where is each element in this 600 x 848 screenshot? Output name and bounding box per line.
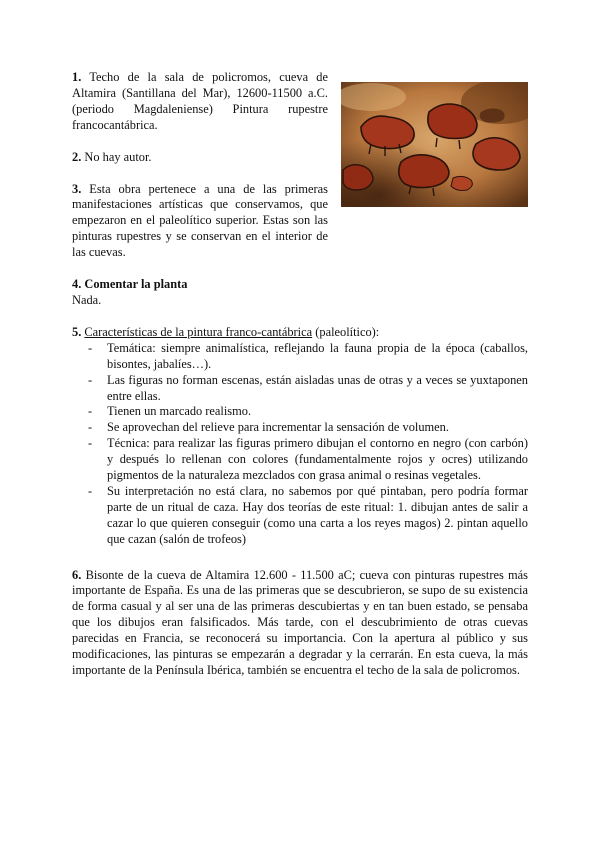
list-item: - Tienen un marcado realismo. (72, 404, 528, 420)
section-text: Bisonte de la cueva de Altamira 12.600 - 11.500 aC; cueva con pinturas rupestres más importante de España. Es una de las primeras que se descubrieron, se supo de su existencia de forma casual y al ser una de las primeras descubiertas y en tan buen estado, se pensaba que los dibujos eran falsificados. Más tarde, con el descubrimiento de otras cuevas parecidas en Francia, se reconocerá su importancia. Con la apertura al público y sus modificaciones, las pinturas se empezarán a degradar y la cerrarán. En esta cueva, la más importante de la Península Ibérica, también se encuentra el techo de la sala de policromos. (72, 567, 528, 677)
list-item: - Se aprovechan del relieve para incrementar la sensación de volumen. (72, 420, 528, 436)
section-1 (72, 70, 328, 134)
section-number: 1. (72, 70, 82, 84)
list-item: - Técnica: para realizar las figuras primero dibujan el contorno en negro (con carbón) y después lo rellenan con colores (fundamentalmente rojos y ocres) utilizando pigmentos de la naturaleza mezclados con grasa animal o resinas vegetales. (72, 436, 528, 484)
section-4 (72, 277, 528, 293)
section-number: 6. (72, 567, 82, 582)
section-6 (72, 568, 528, 679)
section-5 (72, 325, 528, 341)
section-heading: Comentar la planta (84, 277, 188, 292)
list-item: - Su interpretación no está clara, no sabemos por qué pintaban, pero podría formar parte de un ritual de caza. Hay dos teorías de este ritual: 1. dibujan antes de salir a cazar lo que quieren conseguir (como una carta a los reyes magos) 2. pintan aquello que cazan (salón de trofeos) (72, 484, 528, 548)
list-item: - Las figuras no forman escenas, están aisladas unas de otras y a veces se yuxtaponen entre ellas. (72, 373, 528, 405)
section-heading: Características de la pintura franco-cantábrica (84, 324, 313, 339)
section-number: 4. (72, 277, 82, 292)
section-number: 3. (72, 181, 82, 196)
section-text: Esta obra pertenece a una de las primeras manifestaciones artísticas que conservamos, que empezaron en el paleolítico superior. Estas son las pinturas rupestres y se conservan en el interior de las cuevas. (72, 181, 328, 260)
section-number: 5. (72, 324, 82, 339)
section-number: 2. (72, 149, 82, 164)
list-item: - Temática: siempre animalística, reflejando la fauna propia de la época (caballos, bisontes, jabalíes…). (72, 341, 528, 373)
document-body (72, 70, 528, 679)
section-4-text: Nada. (72, 292, 102, 307)
characteristics-list (72, 341, 528, 548)
section-suffix: (paleolítico): (315, 324, 380, 339)
section-2 (72, 150, 528, 166)
section-text: No hay autor. (84, 149, 152, 164)
section-3 (72, 182, 328, 262)
section-text: Techo de la sala de policromos, cueva de Altamira (Santillana del Mar), 12600-11500 a.C. (periodo Magdaleniense) Pintura rupestre francocantábrica. (72, 70, 329, 132)
